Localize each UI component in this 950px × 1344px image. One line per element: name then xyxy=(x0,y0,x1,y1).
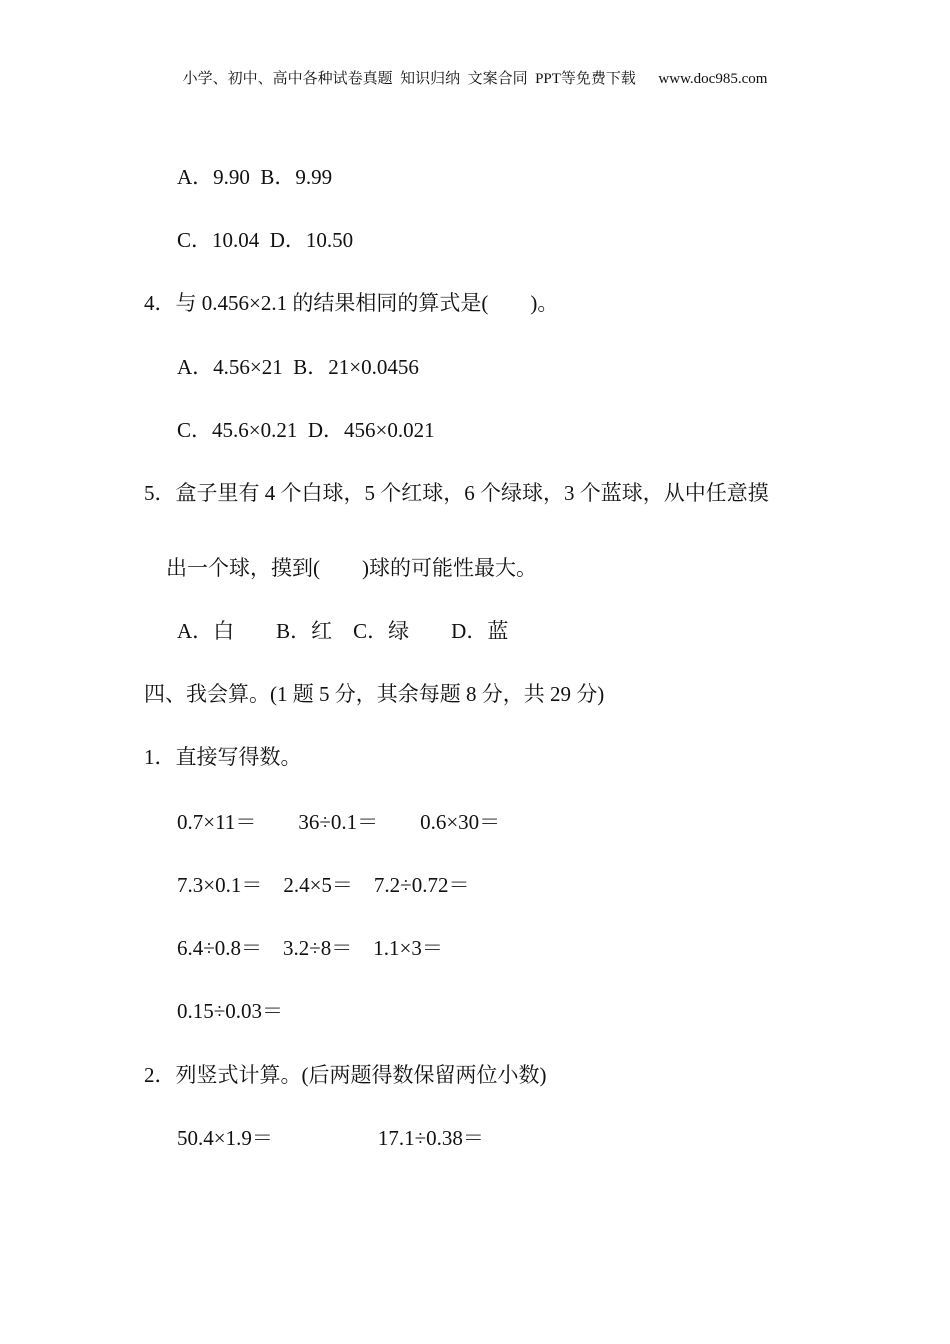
q4-options-ab: A．4.56×21 B．21×0.0456 xyxy=(177,355,419,379)
s4-q1-row2: 7.3×0.1＝ 2.4×5＝ 7.2÷0.72＝ xyxy=(177,873,470,897)
q5-stem-line1: 5．盒子里有 4 个白球，5 个红球，6 个绿球，3 个蓝球，从中任意摸 xyxy=(144,481,769,505)
s4-q1-row3: 6.4÷0.8＝ 3.2÷8＝ 1.1×3＝ xyxy=(177,936,443,960)
q5-options: A．白 B．红 C．绿 D．蓝 xyxy=(177,619,509,643)
s4-q1-row4: 0.15÷0.03＝ xyxy=(177,999,284,1023)
q4-stem: 4．与 0.456×2.1 的结果相同的算式是( )。 xyxy=(144,291,559,315)
s4-q1-row1: 0.7×11＝ 36÷0.1＝ 0.6×30＝ xyxy=(177,810,501,834)
q4-options-cd: C．45.6×0.21 D．456×0.021 xyxy=(177,418,435,442)
q3-options-ab: A．9.90 B．9.99 xyxy=(177,165,333,189)
s4-q2-title: 2．列竖式计算。(后两题得数保留两位小数) xyxy=(144,1063,547,1087)
q5-stem-line2: 出一个球，摸到( )球的可能性最大。 xyxy=(166,556,537,580)
s4-q1-title: 1．直接写得数。 xyxy=(144,745,302,769)
q3-options-cd: C．10.04 D．10.50 xyxy=(177,228,354,252)
s4-q2-row1: 50.4×1.9＝ 17.1÷0.38＝ xyxy=(177,1126,484,1150)
page-header: 小学、初中、高中各种试卷真题 知识归纳 文案合同 PPT等免费下载 www.doc985.com xyxy=(182,71,768,87)
section4-title: 四、我会算。(1 题 5 分，其余每题 8 分，共 29 分) xyxy=(144,682,605,706)
